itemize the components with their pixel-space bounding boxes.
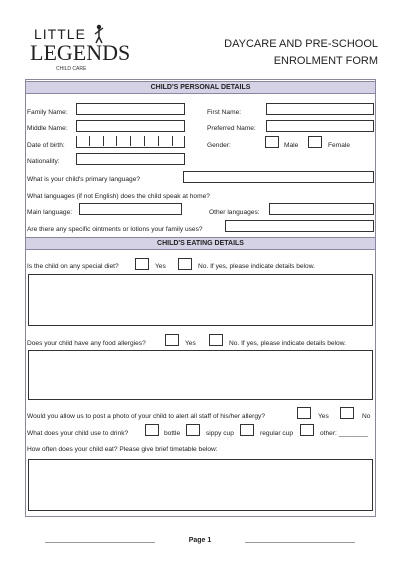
main-language-field[interactable]	[79, 203, 182, 215]
sippy-cup-checkbox[interactable]	[186, 424, 200, 436]
dob-field[interactable]	[76, 136, 185, 148]
first-name-label: First Name:	[207, 109, 242, 116]
primary-language-label: What is your child's primary language?	[27, 176, 141, 183]
form-title-line1: DAYCARE AND PRE-SCHOOL	[224, 38, 378, 50]
special-diet-no-checkbox[interactable]	[178, 258, 192, 270]
special-diet-yes-checkbox[interactable]	[135, 258, 149, 270]
home-languages-question: What languages (if not English) does the child speak at home?	[27, 193, 210, 200]
logo	[28, 18, 131, 72]
other-drink-checkbox[interactable]	[300, 424, 314, 436]
enrolment-form	[25, 79, 376, 517]
primary-language-field[interactable]	[183, 171, 374, 183]
allergies-question: Does your child have any food allergies?	[27, 340, 146, 347]
meal-timetable-box[interactable]	[28, 459, 373, 511]
ointments-label: Are there any specific ointments or lotions your family uses?	[27, 226, 203, 233]
other-drink-label: other: ________	[320, 430, 369, 437]
other-languages-field[interactable]	[269, 203, 374, 215]
dob-divider	[158, 136, 159, 146]
male-checkbox[interactable]	[265, 136, 279, 148]
dob-divider	[103, 136, 104, 146]
gender-label: Gender:	[207, 142, 231, 149]
special-diet-question: Is the child on any special diet?	[27, 263, 119, 270]
allergies-details-box[interactable]	[28, 350, 373, 400]
section-heading-personal: CHILD'S PERSONAL DETAILS	[26, 81, 375, 94]
sippy-cup-label: sippy cup	[206, 430, 234, 437]
logo-subtitle: CHILD CARE	[56, 66, 87, 72]
allergies-yes-label: Yes	[185, 340, 196, 347]
ointments-field[interactable]	[225, 220, 374, 232]
regular-cup-checkbox[interactable]	[240, 424, 254, 436]
logo-text-top: LITTLE	[34, 26, 86, 42]
special-diet-details-box[interactable]	[28, 274, 373, 326]
regular-cup-label: regular cup	[260, 430, 293, 437]
nationality-field[interactable]	[76, 153, 185, 165]
allergies-no-checkbox[interactable]	[209, 334, 223, 346]
dob-divider	[172, 136, 173, 146]
section-heading-eating: CHILD'S EATING DETAILS	[26, 237, 375, 250]
bottle-label: bottle	[164, 430, 181, 437]
preferred-name-field[interactable]	[266, 120, 374, 132]
form-title-line2: ENROLMENT FORM	[273, 55, 378, 67]
family-name-field[interactable]	[76, 103, 185, 115]
special-diet-no-label: No. If yes, please indicate details below.	[198, 263, 315, 270]
main-language-label: Main language:	[27, 209, 73, 216]
dob-divider	[116, 136, 117, 146]
female-label: Female	[328, 142, 350, 149]
nationality-label: Nationality:	[27, 158, 60, 165]
middle-name-field[interactable]	[76, 120, 185, 132]
special-diet-yes-label: Yes	[155, 263, 166, 270]
dob-divider	[89, 136, 90, 146]
middle-name-label: Middle Name:	[27, 125, 68, 132]
dob-divider	[144, 136, 145, 146]
other-languages-label: Other languages:	[209, 209, 260, 216]
preferred-name-label: Preferred Name:	[207, 125, 256, 132]
photo-yes-checkbox[interactable]	[297, 407, 311, 419]
photo-consent-question: Would you allow us to post a photo of your child to alert all staff of his/her allergy?	[27, 413, 265, 420]
dob-label: Date of birth:	[27, 142, 65, 149]
female-checkbox[interactable]	[308, 136, 322, 148]
first-name-field[interactable]	[266, 103, 374, 115]
male-label: Male	[284, 142, 299, 149]
bottle-checkbox[interactable]	[145, 424, 159, 436]
page-footer	[0, 537, 400, 544]
meal-timetable-question: How often does your child eat? Please give brief timetable below:	[27, 446, 218, 453]
page-number: Page 1	[183, 537, 218, 544]
photo-no-checkbox[interactable]	[340, 407, 354, 419]
photo-no-label: No	[362, 413, 371, 420]
allergies-yes-checkbox[interactable]	[165, 334, 179, 346]
family-name-label: Family Name:	[27, 109, 68, 116]
dob-divider	[130, 136, 131, 146]
allergies-no-label: No. If yes, please indicate details below.	[229, 340, 346, 347]
drink-question: What does your child use to drink?	[27, 430, 129, 437]
photo-yes-label: Yes	[318, 413, 329, 420]
child-figure-icon	[92, 24, 106, 44]
logo-text-main: LEGENDS	[30, 40, 131, 65]
